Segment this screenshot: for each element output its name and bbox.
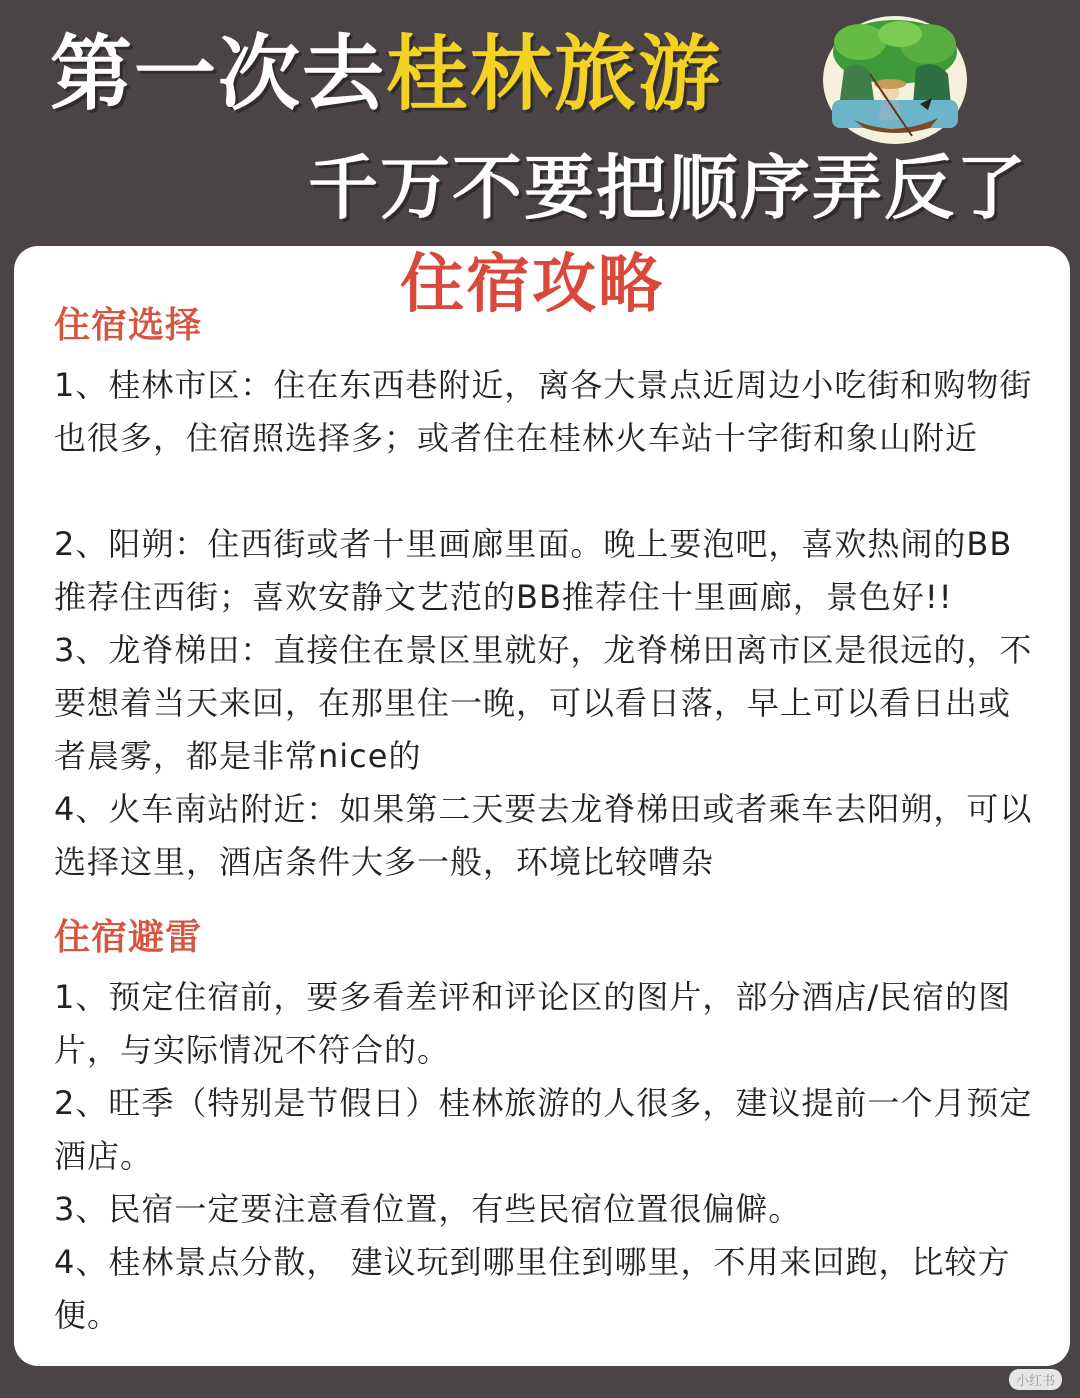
section-heading-avoid: 住宿避雷 (54, 917, 203, 958)
list-item: 2、阳朔：住西街或者十里画廊里面。晚上要泡吧，喜欢热闹的BB推荐住西街；喜欢安静文艺范的BB推荐住十里画廊，景色好!! (54, 525, 1013, 616)
card-title: 住宿攻略 (400, 248, 664, 322)
page-subtitle: 千万不要把顺序弄反了 (308, 147, 1028, 229)
list-item: 2、旺季（特别是节假日）桂林旅游的人很多，建议提前一个月预定酒店。 (54, 1084, 1033, 1175)
list-item: 4、火车南站附近：如果第二天要去龙脊梯田或者乘车去阳朔，可以选择这里，酒店条件大多一般，环境比较嘈杂 (54, 790, 1033, 881)
list-item: 4、桂林景点分散， 建议玩到哪里住到哪里，不用来回跑，比较方便。 (54, 1243, 1011, 1334)
title-part-white: 第一次去 (50, 27, 387, 122)
boatman-illustration-icon (820, 12, 970, 147)
title-part-yellow: 桂林旅游 (386, 27, 723, 122)
watermark: 小红书 (1009, 1369, 1062, 1390)
list-item: 1、预定住宿前，要多看差评和评论区的图片，部分酒店/民宿的图片，与实际情况不符合的。 (54, 978, 1012, 1069)
section-heading-choice: 住宿选择 (54, 305, 203, 346)
list-item: 3、民宿一定要注意看位置，有些民宿位置很偏僻。 (54, 1190, 802, 1228)
list-item: 1、桂林市区：住在东西巷附近，离各大景点近周边小吃街和购物街也很多，住宿照选择多；或者住在桂林火车站十字街和象山附近 (54, 366, 1033, 457)
list-item: 3、龙脊梯田：直接住在景区里就好，龙脊梯田离市区是很远的，不要想着当天来回，在那里住一晚，可以看日落，早上可以看日出或者晨雾，都是非常nice的 (54, 631, 1033, 775)
page-title (50, 28, 722, 122)
